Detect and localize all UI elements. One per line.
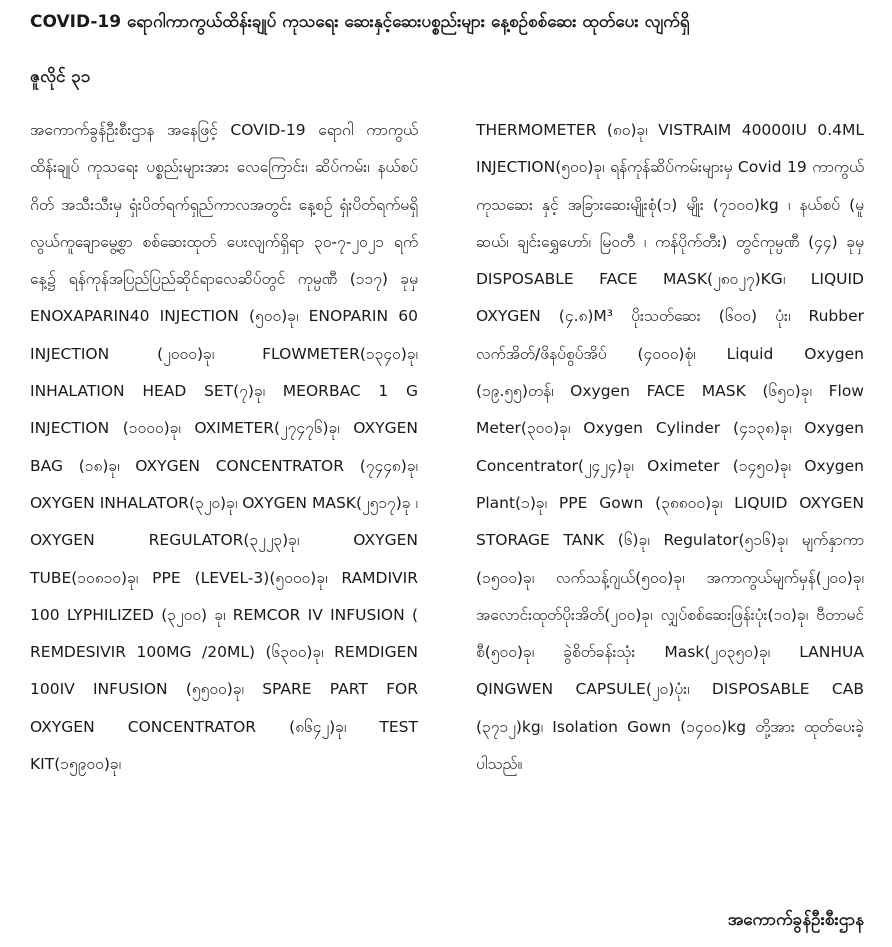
article-column-left bbox=[30, 112, 418, 783]
article-body-right: THERMOMETER (၈၀)ခု၊ VISTRAIM 40000IU 0.4ML INJECTION(၅၀၀)ခု၊ ရန်ကုန်ဆိပ်ကမ်းများမှ Covid 19 ကာကွယ်ကုသဆေး နှင့် အခြားဆေးမျိုးစုံ(၁) မျိုး (၇၁၀၀)kg ၊ နယ်စပ် (မူဆယ်၊ ချင်းရွှေဟော်၊ မြဝတီ ၊ ကန်ပိုက်တီး) တွင်ကုမ္ပဏီ (၄၄) ခုမှ DISPOSABLE FACE MASK(၂၈၀၂၇)KG၊ LIQUID OXYGEN (၄.၈)M³ ပိုးသတ်ဆေး (၆၀၀) ပုံး၊ Rubber လက်အိတ်/ဖိနပ်စွပ်အိပ် (၄၀၀၀)စုံ၊ Liquid Oxygen (၁၉.၅၅)တန်၊ Oxygen FACE MASK (၆၅၀)ခု၊ Flow Meter(၃၀၀)ခု၊ Oxygen Cylinder (၄၁၃၈)ခု၊ Oxygen Concentrator(၂၄၂၄)ခု၊ Oximeter (၁၄၅၀)ခု၊ Oxygen Plant(၁)ခု၊ PPE Gown (၃၈၈၀၀)ခု၊ LIQUID OXYGEN STORAGE TANK (၆)ခု၊ Regulator(၅၁၆)ခု၊ မျက်နှာကာ (၁၅၀၀)ခု၊ လက်သန့်ဂျယ်(၅၀၀)ခု၊ အကာကွယ်မျက်မှန်(၂၀၀)ခု၊ အလောင်းထုတ်ပိုးအိတ်(၂၀၀)ခု၊ လျှပ်စစ်ဆေးဖြန်းပုံး(၁၀)ခု၊ ဗီတာမင်စီ(၅၀၀)ခု၊ ခွဲစိတ်ခန်းသုံး Mask(၂၀၃၅၀)ခု၊ LANHUA QINGWEN CAPSULE(၂၀)ပုံး၊ DISPOSABLE CAB (၃၇၁၂)kg၊ Isolation Gown (၁၄၀၀)kg တို့အား ထုတ်ပေးခဲ့ပါသည်။ bbox=[476, 121, 864, 774]
article-dateline: ဇူလိုင် ၃၁ bbox=[30, 67, 91, 87]
article-headline: COVID-19 ရောဂါကာကွယ်ထိန်းချုပ် ကုသရေး ဆေးနှင့်ဆေးပစ္စည်းများ နေ့စဉ်စစ်ဆေး ထုတ်ပေး လျက်ရှိ bbox=[30, 12, 690, 32]
article-body-left: အကောက်ခွန်ဦးစီးဌာန အနေဖြင့် COVID-19 ရောဂါ ကာကွယ်ထိန်းချုပ် ကုသရေး ပစ္စည်းများအား လေကြောင်း၊ ဆိပ်ကမ်း၊ နယ်စပ်ဂိတ် အသီးသီးမှ ရှံးပိတ်ရက်ရှည်ကာလအတွင်း နေ့စဉ် ရှံးပိတ်ရက်မရှိ လွယ်ကူချောမွေ့စွာ စစ်ဆေးထုတ် ပေးလျက်ရှိရာ ၃၀-၇-၂၀၂၁ ရက်နေ့၌ ရန်ကုန်အပြည်ပြည်ဆိုင်ရာလေဆိပ်တွင် ကုမ္ပဏီ (၁၁၇) ခုမှ ENOXAPARIN40 INJECTION (၅၀၀)ခု၊ ENOPARIN 60 INJECTION (၂၀၀၀)ခု၊ FLOWMETER(၁၃၄၀)ခု၊ INHALATION HEAD SET(၇)ခု၊ MEORBAC 1 G INJECTION (၁၀၀၀)ခု၊ OXIMETER(၂၇၄၇၆)ခု၊ OXYGEN BAG (၁၈)ခု၊ OXYGEN CONCENTRATOR (၇၄၄၈)ခု၊ OXYGEN INHALATOR(၃၂၀)ခု၊ OXYGEN MASK(၂၅၁၇)ခု ၊ OXYGEN REGULATOR(၃၂၂၃)ခု၊ OXYGEN TUBE(၁၀၈၁၀)ခု၊ PPE (LEVEL-3)(၅၀၀၀)ခု၊ RAMDIVIR 100 LYPHILIZED (၃၂၀၀) ခု၊ REMCOR IV INFUSION ( REMDESIVIR 100MG /20ML) (၆၃၀၀)ခု၊ REMDIGEN 100IV INFUSION (၅၅၀၀)ခု၊ SPARE PART FOR OXYGEN CONCENTRATOR (၈၆၄၂)ခု၊ TEST KIT(၁၅၉၀၀)ခု၊ bbox=[30, 121, 418, 774]
article-column-right bbox=[476, 112, 864, 783]
article-signature: အကောက်ခွန်ဦးစီးဌာန bbox=[727, 910, 864, 930]
